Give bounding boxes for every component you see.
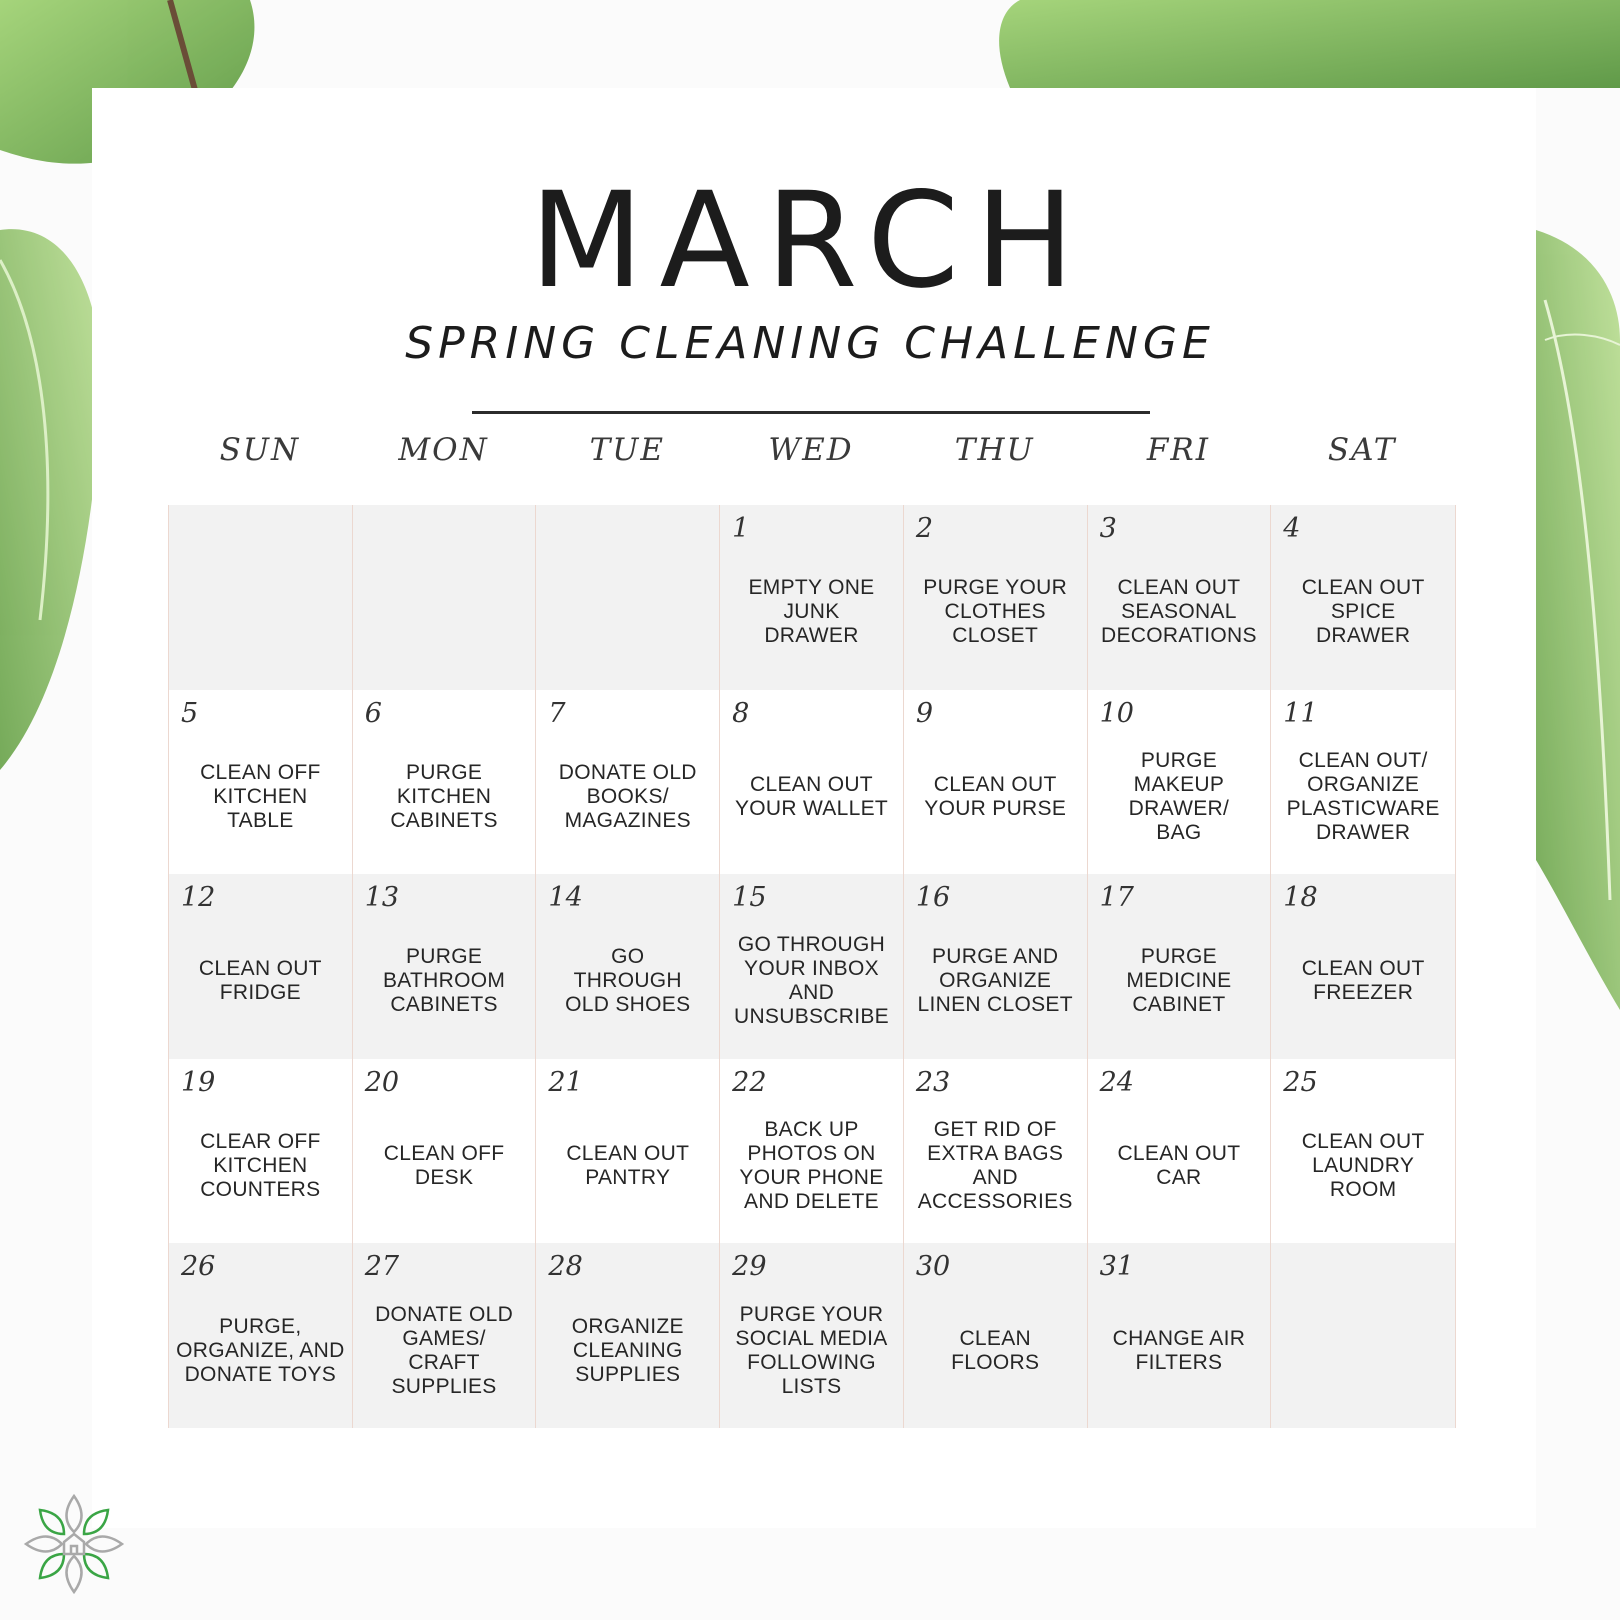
calendar-day-cell: [353, 874, 537, 1059]
day-number: 10: [1099, 697, 1134, 729]
day-task: GO THROUGH OLD SHOES: [565, 945, 691, 1017]
calendar-day-cell: [169, 1059, 353, 1244]
day-task: CLEAN OUT YOUR WALLET: [734, 772, 889, 820]
day-number: 28: [548, 1251, 583, 1283]
day-task: PURGE AND ORGANIZE LINEN CLOSET: [917, 945, 1073, 1017]
day-number: 12: [181, 882, 216, 914]
day-task: CLEAN OFF DESK: [383, 1142, 505, 1190]
day-task: EMPTY ONE JUNK DRAWER: [748, 576, 875, 648]
calendar-day-cell: [169, 1243, 353, 1428]
day-task: CLEAN OFF KITCHEN TABLE: [200, 760, 321, 832]
day-task: CLEAN OUT SEASONAL DECORATIONS: [1101, 576, 1257, 648]
calendar-day-cell: [1271, 1243, 1455, 1428]
calendar-day-cell: [720, 874, 904, 1059]
day-task: PURGE YOUR CLOTHES CLOSET: [923, 576, 1068, 648]
day-number: 11: [1283, 697, 1318, 729]
calendar-day-cell: [720, 1059, 904, 1244]
day-number: 25: [1283, 1066, 1318, 1098]
day-number: 2: [915, 513, 934, 544]
day-number: 1: [732, 513, 750, 544]
day-task: CLEAN OUT PANTRY: [566, 1142, 690, 1190]
calendar-day-cell: [1271, 1059, 1455, 1244]
day-task: GET RID OF EXTRA BAGS AND ACCESSORIES: [917, 1118, 1073, 1214]
day-task: [175, 545, 346, 680]
day-number: 3: [1099, 513, 1117, 544]
calendar-day-cell: [536, 1059, 720, 1244]
calendar-day-cell: [169, 690, 353, 875]
calendar-day-cell: [720, 505, 904, 690]
day-task: CLEAN FLOORS: [951, 1326, 1040, 1374]
calendar-day-cell: [1271, 874, 1455, 1059]
day-task: PURGE MAKEUP DRAWER/ BAG: [1128, 748, 1230, 844]
day-task: [542, 545, 713, 680]
day-task: ORGANIZE CLEANING SUPPLIES: [571, 1314, 684, 1386]
day-task: CLEAN OUT FRIDGE: [198, 957, 322, 1005]
day-task: CLEAR OFF KITCHEN COUNTERS: [200, 1130, 321, 1202]
calendar-day-cell: [536, 874, 720, 1059]
day-number: 8: [732, 697, 750, 729]
day-number: 6: [364, 697, 382, 729]
weekday-fri: FRI: [1146, 432, 1210, 468]
calendar-day-cell: [1088, 1059, 1272, 1244]
calendar-day-cell: [1088, 874, 1272, 1059]
day-number: 27: [364, 1251, 400, 1283]
calendar-day-cell: [536, 1243, 720, 1428]
day-task: PURGE MEDICINE CABINET: [1126, 945, 1232, 1017]
day-number: 7: [548, 697, 566, 729]
day-number: 24: [1099, 1066, 1134, 1098]
title-divider: [472, 411, 1150, 414]
calendar-day-cell: [904, 874, 1088, 1059]
calendar-day-cell: [1088, 1243, 1272, 1428]
weekday-wed: WED: [768, 432, 854, 468]
calendar-day-cell: [1088, 690, 1272, 875]
weekday-tue: TUE: [589, 432, 665, 468]
calendar-day-cell: [353, 1243, 537, 1428]
weekday-mon: MON: [398, 432, 489, 468]
day-number: 15: [732, 882, 767, 914]
day-number: 17: [1099, 882, 1134, 914]
day-number: 16: [915, 882, 951, 914]
calendar-day-cell: [353, 1059, 537, 1244]
day-task: GO THROUGH YOUR INBOX AND UNSUBSCRIBE: [733, 933, 889, 1029]
left-leaf: [0, 229, 102, 770]
day-task: CLEAN OUT SPICE DRAWER: [1301, 576, 1425, 648]
day-number: 5: [181, 697, 199, 729]
day-task: PURGE, ORGANIZE, AND DONATE TOYS: [176, 1314, 345, 1386]
calendar-day-cell: [353, 690, 537, 875]
flower-house-logo-icon: [18, 1488, 130, 1600]
day-task: DONATE OLD BOOKS/ MAGAZINES: [558, 760, 697, 832]
weekday-thu: THU: [954, 432, 1035, 468]
calendar-title: MARCH: [529, 164, 1091, 318]
day-number: 20: [364, 1066, 400, 1098]
day-task: PURGE BATHROOM CABINETS: [382, 945, 506, 1017]
calendar-day-cell: [1271, 505, 1455, 690]
calendar-day-cell: [904, 1059, 1088, 1244]
calendar-day-cell: [1271, 690, 1455, 875]
calendar-day-cell: [904, 690, 1088, 875]
weekday-header: [168, 425, 1454, 475]
day-task: CHANGE AIR FILTERS: [1112, 1326, 1246, 1374]
day-number: 21: [548, 1066, 583, 1098]
day-task: CLEAN OUT CAR: [1117, 1142, 1241, 1190]
weekday-sun: SUN: [219, 432, 301, 468]
day-number: 22: [732, 1066, 767, 1098]
day-number: 19: [181, 1066, 216, 1098]
calendar-day-cell: [1088, 505, 1272, 690]
calendar-day-cell: [536, 505, 720, 690]
day-number: 13: [364, 882, 400, 914]
day-task: CLEAN OUT/ ORGANIZE PLASTICWARE DRAWER: [1286, 748, 1440, 844]
day-number: 23: [915, 1066, 951, 1098]
calendar-day-cell: [720, 1243, 904, 1428]
day-task: [359, 545, 530, 680]
day-number: 9: [915, 697, 934, 729]
calendar-day-cell: [904, 505, 1088, 690]
day-number: 30: [915, 1251, 951, 1283]
day-task: DONATE OLD GAMES/ CRAFT SUPPLIES: [375, 1302, 514, 1398]
day-task: CLEAN OUT LAUNDRY ROOM: [1301, 1130, 1425, 1202]
weekday-sat: SAT: [1327, 432, 1397, 468]
day-task: BACK UP PHOTOS ON YOUR PHONE AND DELETE: [739, 1118, 884, 1214]
day-number: 18: [1283, 882, 1318, 914]
day-number: 29: [732, 1251, 767, 1283]
calendar-subtitle: SPRING CLEANING CHALLENGE: [405, 318, 1215, 369]
day-number: 26: [181, 1251, 216, 1283]
calendar-day-cell: [169, 505, 353, 690]
calendar-day-cell: [353, 505, 537, 690]
day-task: PURGE KITCHEN CABINETS: [390, 760, 498, 832]
day-number: 31: [1099, 1251, 1134, 1283]
calendar-day-cell: [904, 1243, 1088, 1428]
day-task: [1277, 1283, 1449, 1418]
day-number: 14: [548, 882, 583, 914]
calendar-day-cell: [169, 874, 353, 1059]
calendar-grid: [168, 505, 1456, 1428]
day-task: PURGE YOUR SOCIAL MEDIA FOLLOWING LISTS: [735, 1302, 888, 1398]
day-number: 4: [1283, 513, 1301, 544]
calendar-day-cell: [720, 690, 904, 875]
calendar-day-cell: [536, 690, 720, 875]
day-task: CLEAN OUT YOUR PURSE: [924, 772, 1067, 820]
day-task: CLEAN OUT FREEZER: [1301, 957, 1425, 1005]
top-right-leaf: [999, 0, 1620, 88]
